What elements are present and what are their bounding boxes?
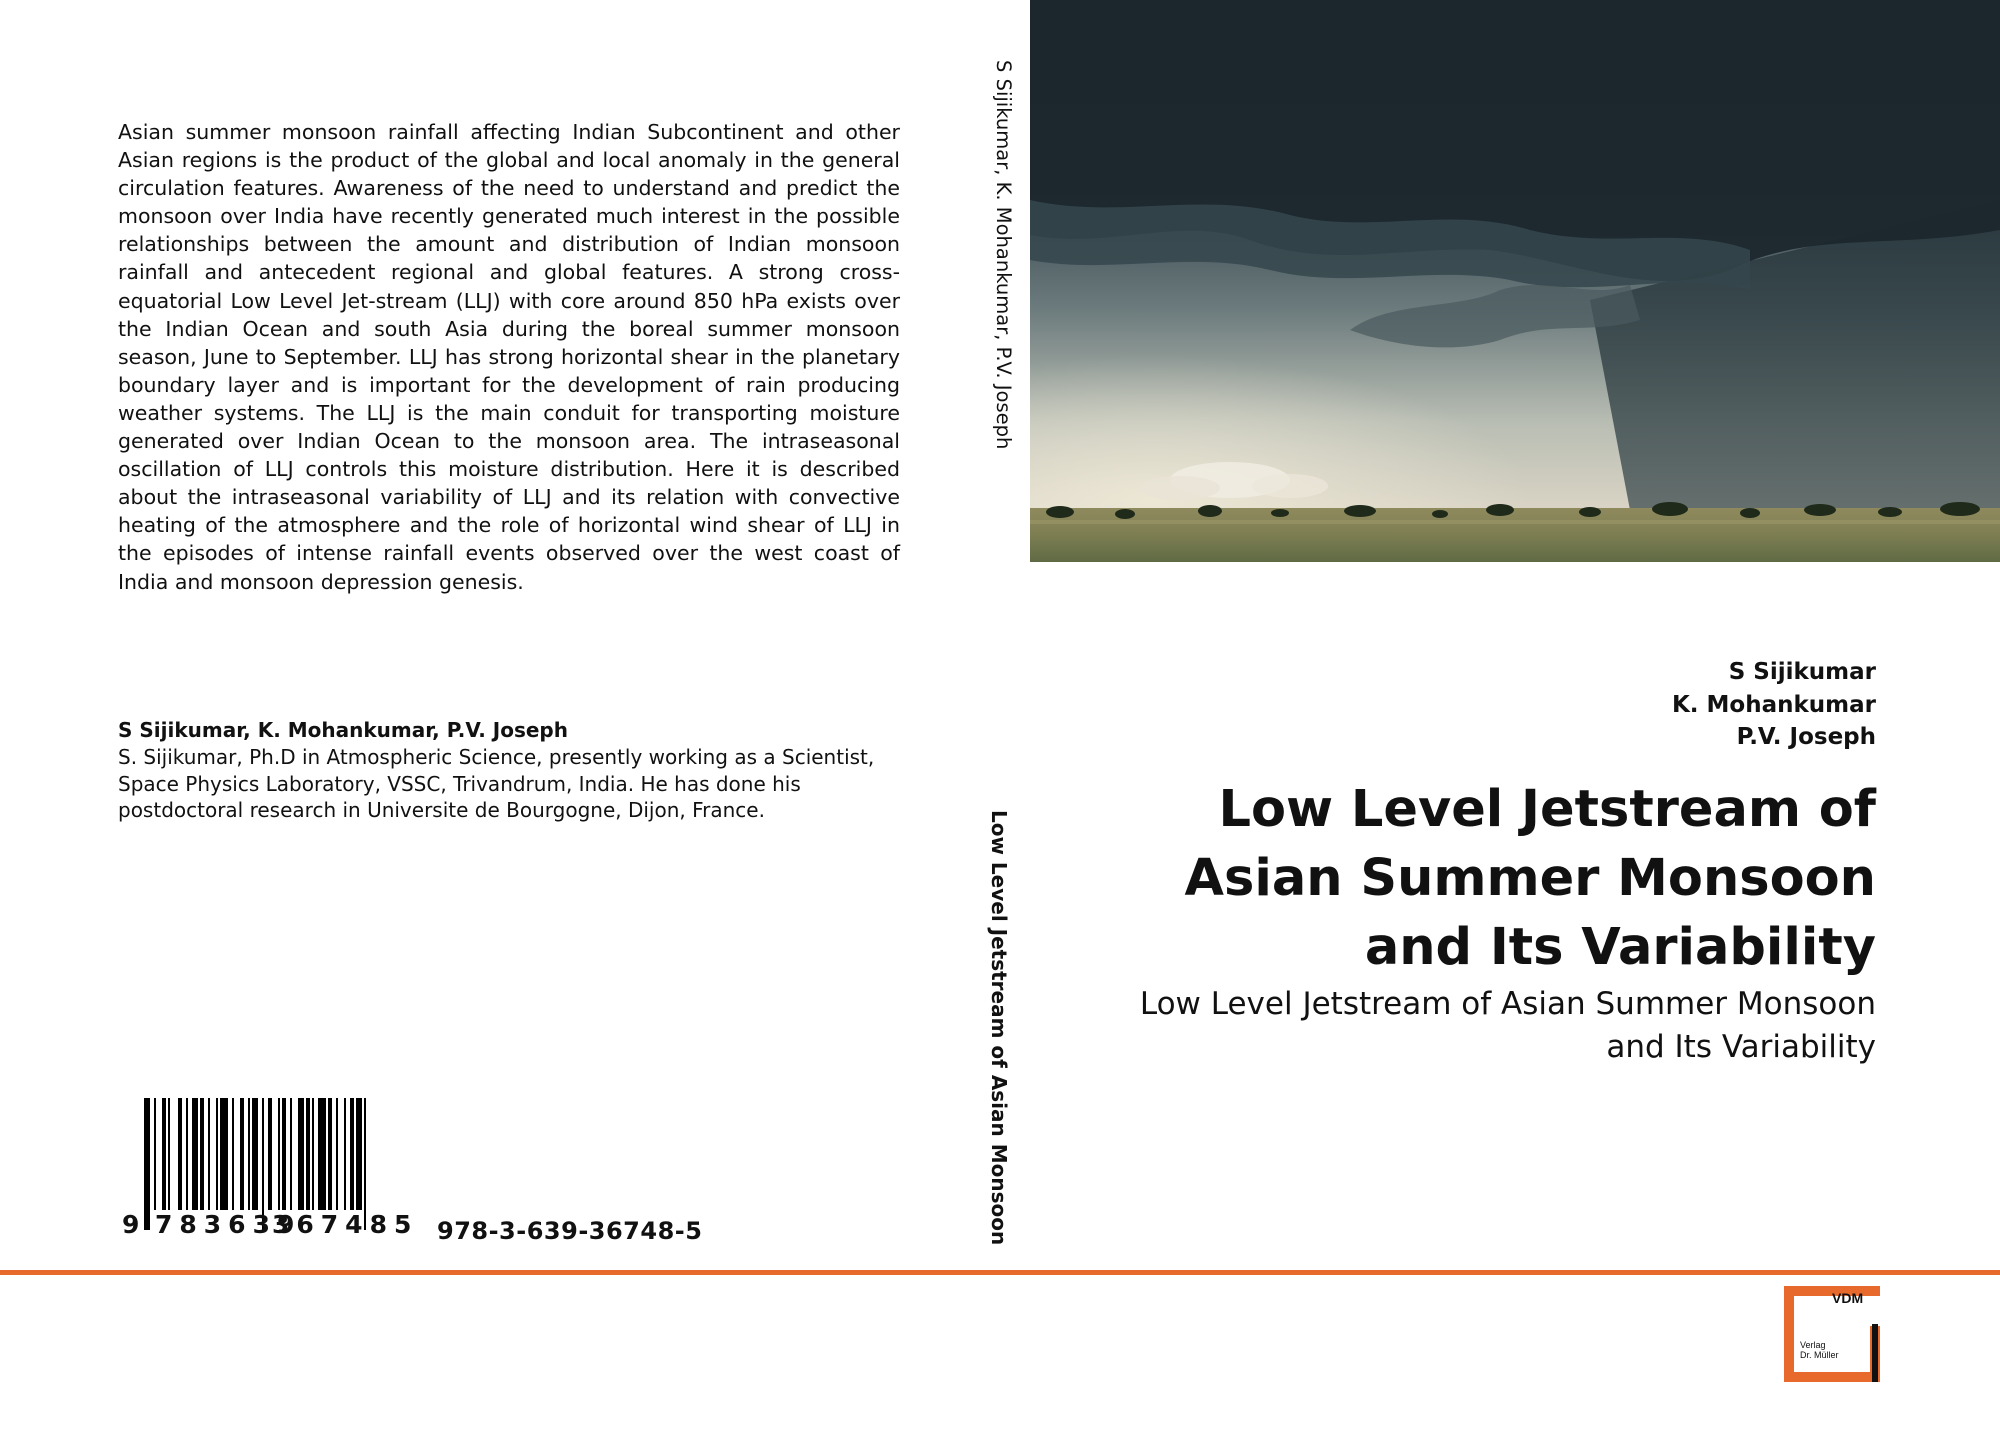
cover-photo-storm	[1030, 0, 2000, 562]
vdm-logo-text: VDM	[1832, 1290, 1864, 1306]
vdm-logo-subtext-2: Dr. Müller	[1800, 1350, 1839, 1360]
vdm-logo-subtext-1: Verlag	[1800, 1340, 1826, 1350]
front-author-2: K. Mohankumar	[1671, 691, 1876, 718]
bio-text: S. Sijikumar, Ph.D in Atmospheric Science, presently working as a Scientist, Space Physics Laboratory, VSSC, Trivandrum, India. He has done his postdoctoral research in Universite de Bourgogne, Dijon, France.	[118, 745, 875, 822]
book-subtitle: Low Level Jetstream of Asian Summer Monsoon and Its Variability	[1139, 986, 1876, 1065]
book-title: Low Level Jetstream of Asian Summer Monsoon and Its Variability	[1184, 780, 1876, 977]
barcode-digits-right: 367485	[272, 1210, 419, 1239]
spine-title: Low Level Jetstream of Asian Monsoon	[987, 810, 1011, 1246]
bio-author-names: S Sijikumar, K. Mohankumar, P.V. Joseph	[118, 718, 568, 742]
barcode-digits-left: 783639	[155, 1210, 302, 1239]
vdm-logo-subtext	[1800, 1340, 1839, 1360]
barcode-digit-lead: 9	[122, 1210, 140, 1239]
spine-authors: S Sijikumar, K. Mohankumar, P.V. Joseph	[992, 60, 1015, 450]
author-bio	[118, 717, 918, 824]
orange-divider	[0, 1270, 2000, 1275]
back-cover-blurb: Asian summer monsoon rainfall affecting Indian Subcontinent and other Asian regions is the product of the global and local anomaly in the general circulation features. Awareness of the need to understand and predict the monsoon over India have recently generated much interest in the possible relationships between the amount and distribution of Indian monsoon rainfall and antecedent regional and global features. A strong cross-equatorial Low Level Jet-stream (LLJ) with core around 850 hPa exists over the Indian Ocean and south Asia during the boreal summer monsoon season, June to September. LLJ has strong horizontal shear in the planetary boundary layer and is important for the development of rain producing weather systems. The LLJ is the main conduit for transporting moisture generated over Indian Ocean to the monsoon area. The intraseasonal oscillation of LLJ controls this moisture distribution. Here it is described about the intraseasonal variability of LLJ and its relation with convective heating of the atmosphere and the role of horizontal wind shear of LLJ in the episodes of intense rainfall events observed over the west coast of India and monsoon depression genesis.	[118, 120, 900, 594]
storm-landscape-image	[1030, 0, 2000, 562]
isbn: 978-3-639-36748-5	[437, 1217, 703, 1245]
front-author-1: S Sijikumar	[1728, 659, 1876, 685]
front-authors	[1672, 656, 1876, 754]
front-author-3: P.V. Joseph	[1736, 724, 1876, 750]
